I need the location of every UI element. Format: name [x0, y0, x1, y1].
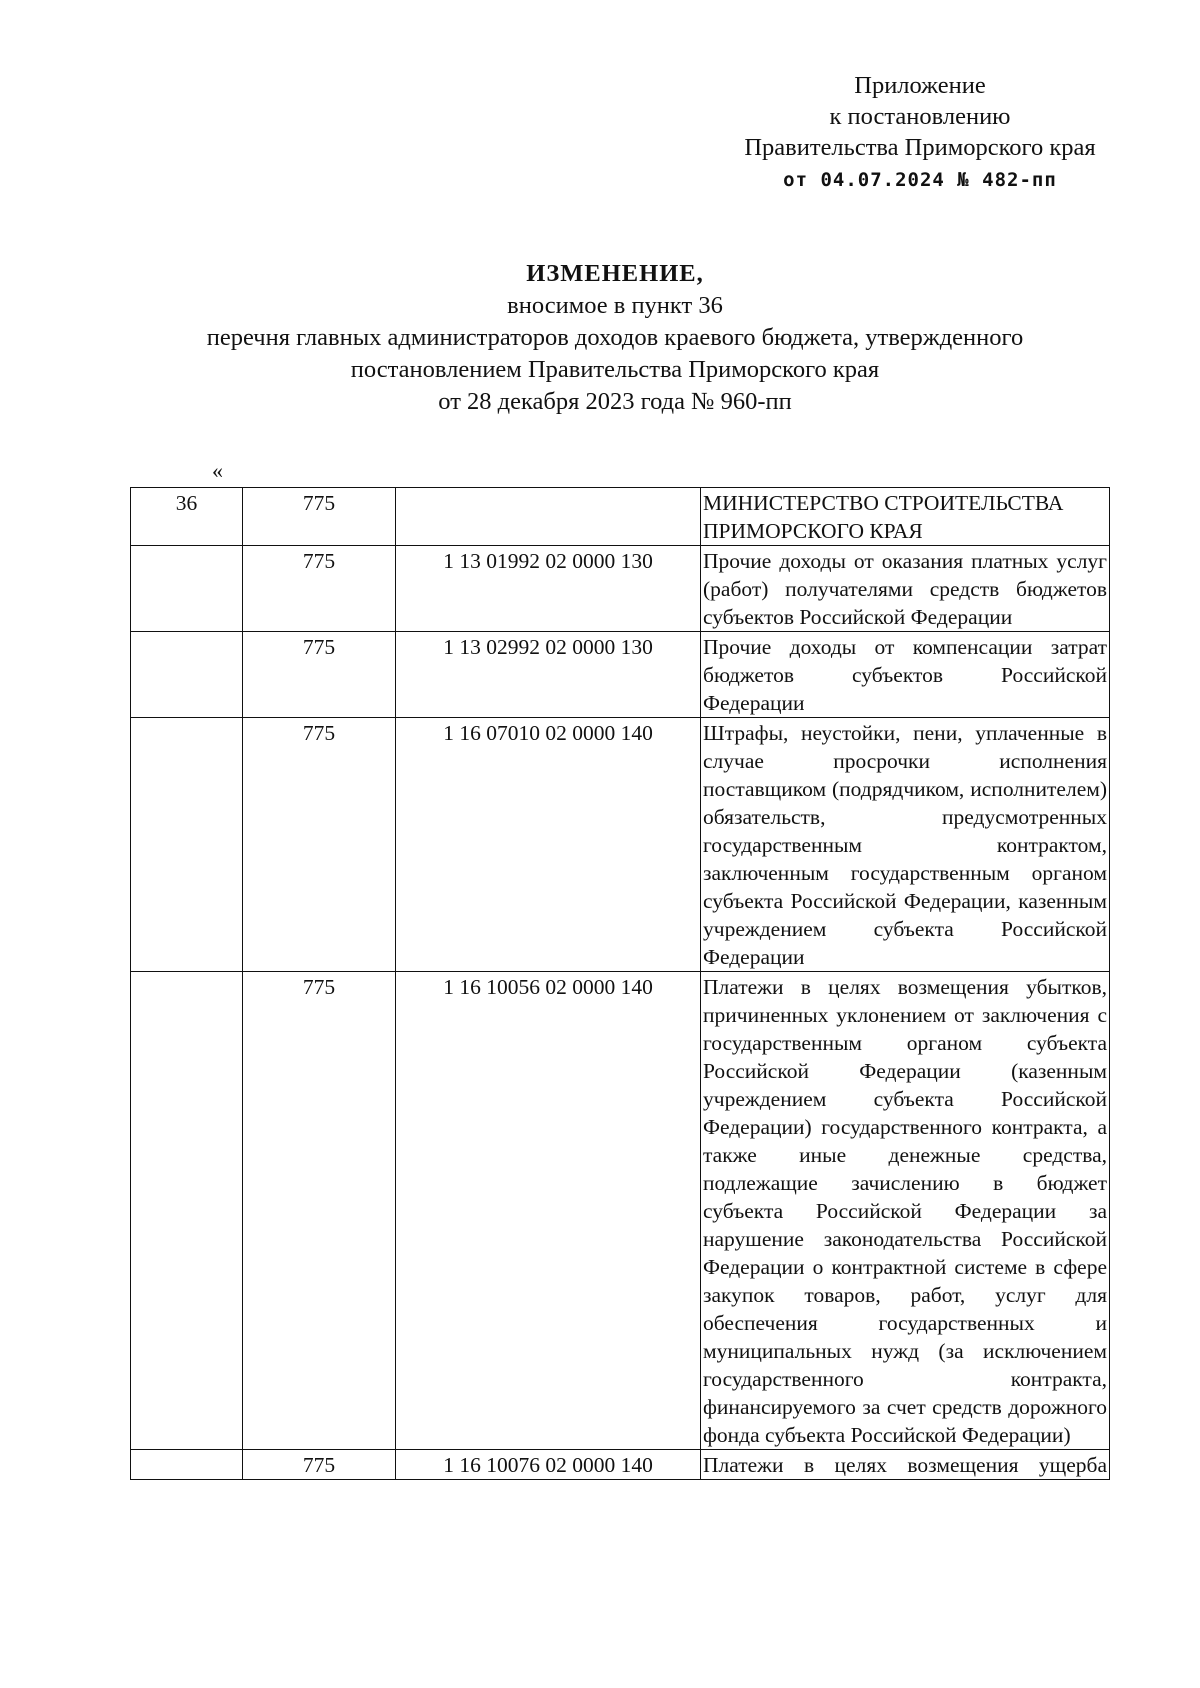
- title-line-2: перечня главных администраторов доходов краевого бюджета, утвержденного: [206, 324, 1024, 351]
- table-row: [131, 1450, 1110, 1480]
- appendix-line-2: к постановлению: [829, 103, 1011, 130]
- revenue-code-cell: 1 13 01992 02 0000 130: [396, 546, 701, 632]
- revenue-name-cell: Платежи в целях возмещения убытков, причиненных уклонением от заключения с государственным органом субъекта Российской Федерации (казенным учреждением субъекта Российской Федерации) государственного контракта, а также иные денежные средства, подлежащие зачислению в бюджет субъекта Российской Федерации за нарушение законодательства Российской Федерации о контрактной системе в сфере закупок товаров, работ, услуг для обеспечения государственных и муниципальных нужд (за исключением государственного контракта, финансируемого за счет средств дорожного фонда субъекта Российской Федерации): [701, 972, 1110, 1450]
- appendix-line-1: Приложение: [854, 72, 986, 99]
- revenue-name-cell: Штрафы, неустойки, пени, уплаченные в случае просрочки исполнения поставщиком (подрядчиком, исполнителем) обязательств, предусмотренных государственным контрактом, заключенным государственным органом субъекта Российской Федерации, казенным учреждением субъекта Российской Федерации: [701, 718, 1110, 972]
- revenue-name-cell: МИНИСТЕРСТВО СТРОИТЕЛЬСТВА ПРИМОРСКОГО КРАЯ: [701, 488, 1110, 546]
- table-row: [131, 488, 1110, 546]
- row-number-cell: [131, 546, 243, 632]
- revenue-name-cell: Платежи в целях возмещения ущерба: [701, 1450, 1110, 1480]
- administrator-code-cell: 775: [243, 546, 396, 632]
- title-line-4: от 28 декабря 2023 года № 960-пп: [438, 388, 792, 415]
- revenue-name-cell: Прочие доходы от компенсации затрат бюджетов субъектов Российской Федерации: [701, 632, 1110, 718]
- appendix-line-3: Правительства Приморского края: [744, 134, 1096, 161]
- revenue-code-cell: 1 16 10076 02 0000 140: [396, 1450, 701, 1480]
- table-row: [131, 632, 1110, 718]
- row-number-cell: [131, 718, 243, 972]
- document-title-block: [120, 258, 1110, 418]
- table-row: [131, 972, 1110, 1450]
- revenue-administrators-table: [130, 487, 1110, 1480]
- row-number-cell: [131, 632, 243, 718]
- revenue-name-cell: Прочие доходы от оказания платных услуг (работ) получателями средств бюджетов субъектов Российской Федерации: [701, 546, 1110, 632]
- row-number-cell: [131, 1450, 243, 1480]
- revenue-code-cell: 1 16 07010 02 0000 140: [396, 718, 701, 972]
- table-row: [131, 546, 1110, 632]
- administrator-code-cell: 775: [243, 1450, 396, 1480]
- revenue-code-cell: [396, 488, 701, 546]
- administrator-code-cell: 775: [243, 632, 396, 718]
- title-line-1: вносимое в пункт 36: [507, 292, 723, 319]
- opening-quote-mark: «: [212, 458, 223, 483]
- document-title: ИЗМЕНЕНИЕ,: [526, 260, 704, 287]
- row-number-cell: [131, 972, 243, 1450]
- title-line-3: постановлением Правительства Приморского края: [350, 356, 880, 383]
- revenue-code-cell: 1 13 02992 02 0000 130: [396, 632, 701, 718]
- appendix-date-number: от 04.07.2024 № 482-пп: [783, 169, 1057, 191]
- administrator-code-cell: 775: [243, 488, 396, 546]
- administrator-code-cell: 775: [243, 972, 396, 1450]
- appendix-header: [700, 70, 1140, 195]
- table-row: [131, 718, 1110, 972]
- revenue-code-cell: 1 16 10056 02 0000 140: [396, 972, 701, 1450]
- administrator-code-cell: 775: [243, 718, 396, 972]
- row-number-cell: 36: [131, 488, 243, 546]
